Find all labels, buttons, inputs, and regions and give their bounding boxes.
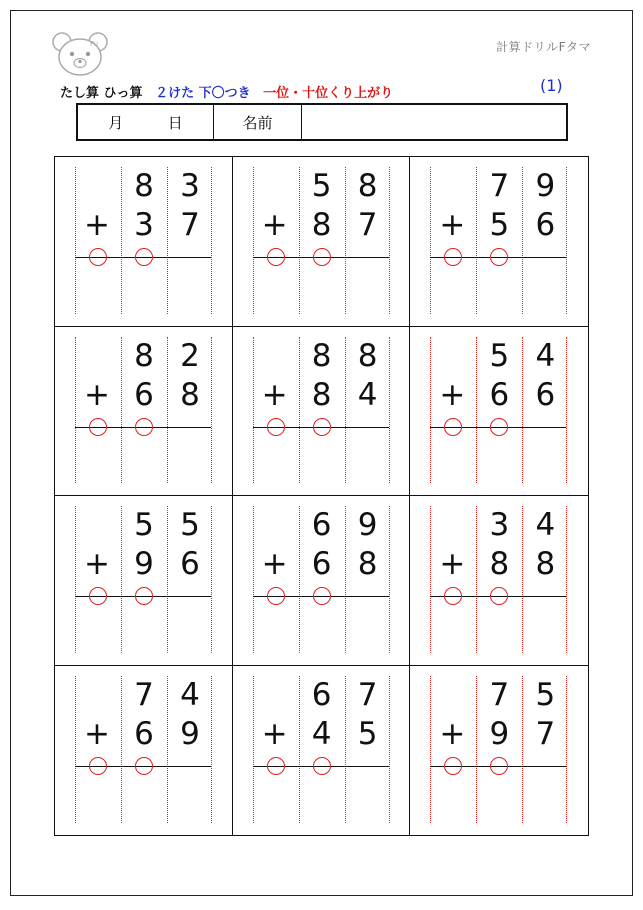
column-guide-line xyxy=(430,337,431,484)
column-guide-line xyxy=(75,676,76,824)
top-digit: 9 xyxy=(357,507,378,543)
bottom-digit: 9 xyxy=(180,715,200,752)
carry-circle[interactable] xyxy=(89,757,107,775)
carry-circle[interactable] xyxy=(89,587,107,605)
plus-sign: + xyxy=(439,546,466,582)
carry-circle[interactable] xyxy=(135,248,153,266)
bottom-digit: 7 xyxy=(357,207,378,243)
carry-circle[interactable] xyxy=(444,418,462,436)
plus-sign: + xyxy=(439,376,466,413)
brand-label: 計算ドリルFタマ xyxy=(496,40,591,54)
plus-sign: + xyxy=(439,207,466,243)
carry-circle[interactable] xyxy=(267,757,285,775)
carry-circle[interactable] xyxy=(490,418,508,436)
bottom-digit: 6 xyxy=(535,376,556,413)
date-field[interactable] xyxy=(78,105,214,139)
bottom-digit: 8 xyxy=(311,376,332,413)
bottom-digit: 7 xyxy=(535,715,556,752)
bottom-digit: 5 xyxy=(357,715,378,752)
column-guide-line xyxy=(253,506,254,653)
column-guide-line xyxy=(75,506,76,653)
carry-circle[interactable] xyxy=(444,248,462,266)
plus-sign: + xyxy=(261,207,288,243)
title-carry: 一位・十位くり上がり xyxy=(263,86,394,101)
problem-cell[interactable] xyxy=(410,496,588,666)
top-digit: 2 xyxy=(180,337,200,374)
carry-circle[interactable] xyxy=(135,757,153,775)
problem-cell[interactable] xyxy=(55,327,233,497)
top-digit: 8 xyxy=(134,168,154,204)
plus-sign: + xyxy=(84,546,110,582)
plus-sign: + xyxy=(84,207,110,243)
bottom-digit: 8 xyxy=(535,546,556,582)
top-digit: 4 xyxy=(535,337,556,374)
day-label: 日 xyxy=(167,113,183,132)
top-digit: 5 xyxy=(489,337,510,374)
top-digit: 7 xyxy=(357,676,378,713)
carry-circle[interactable] xyxy=(444,587,462,605)
problem-cell[interactable] xyxy=(233,666,411,836)
bottom-digit: 6 xyxy=(134,376,154,413)
top-digit: 5 xyxy=(180,507,200,543)
carry-circle[interactable] xyxy=(267,587,285,605)
top-digit: 8 xyxy=(357,337,378,374)
bottom-digit: 6 xyxy=(134,715,154,752)
bottom-digit: 6 xyxy=(311,546,332,582)
top-digit: 5 xyxy=(134,507,154,543)
top-digit: 6 xyxy=(311,676,332,713)
bottom-digit: 9 xyxy=(134,546,154,582)
carry-circle[interactable] xyxy=(444,757,462,775)
carry-circle[interactable] xyxy=(267,418,285,436)
top-digit: 8 xyxy=(134,337,154,374)
name-date-box xyxy=(76,103,568,141)
problem-cell[interactable] xyxy=(55,157,233,327)
bottom-digit: 8 xyxy=(357,546,378,582)
problem-cell[interactable] xyxy=(233,157,411,327)
bottom-digit: 8 xyxy=(311,207,332,243)
problem-cell[interactable] xyxy=(55,496,233,666)
top-digit: 8 xyxy=(357,168,378,204)
svg-text:Fu: Fu xyxy=(90,40,99,48)
top-digit: 6 xyxy=(311,507,332,543)
column-guide-line xyxy=(253,676,254,824)
carry-circle[interactable] xyxy=(135,587,153,605)
title-operation: たし算 ひっ算 xyxy=(60,86,143,101)
bottom-digit: 5 xyxy=(489,207,510,243)
name-field[interactable] xyxy=(302,105,566,139)
plus-sign: + xyxy=(84,715,110,752)
bear-logo-icon xyxy=(50,30,110,78)
problem-cell[interactable] xyxy=(410,157,588,327)
top-digit: 7 xyxy=(134,676,154,713)
top-digit: 8 xyxy=(311,337,332,374)
month-label: 月 xyxy=(108,113,124,132)
top-digit: 7 xyxy=(489,168,510,204)
bottom-digit: 8 xyxy=(489,546,510,582)
bottom-digit: 6 xyxy=(489,376,510,413)
column-guide-line xyxy=(430,506,431,653)
plus-sign: + xyxy=(261,376,288,413)
top-digit: 3 xyxy=(180,168,200,204)
worksheet-title xyxy=(60,82,393,101)
top-digit: 5 xyxy=(535,676,556,713)
name-label: 名前 xyxy=(214,105,302,139)
column-guide-line xyxy=(75,337,76,484)
plus-sign: + xyxy=(439,715,466,752)
bottom-digit: 8 xyxy=(180,376,200,413)
bottom-digit: 6 xyxy=(180,546,200,582)
column-guide-line xyxy=(253,167,254,314)
bottom-digit: 7 xyxy=(180,207,200,243)
bottom-digit: 9 xyxy=(489,715,510,752)
top-digit: 9 xyxy=(535,168,556,204)
plus-sign: + xyxy=(261,715,288,752)
top-digit: 5 xyxy=(311,168,332,204)
carry-circle[interactable] xyxy=(267,248,285,266)
carry-circle[interactable] xyxy=(89,248,107,266)
bottom-digit: 6 xyxy=(535,207,556,243)
carry-circle[interactable] xyxy=(313,418,331,436)
carry-circle[interactable] xyxy=(89,418,107,436)
carry-circle[interactable] xyxy=(313,757,331,775)
carry-circle[interactable] xyxy=(313,587,331,605)
column-guide-line xyxy=(430,676,431,824)
problem-cell[interactable] xyxy=(233,496,411,666)
carry-circle[interactable] xyxy=(490,757,508,775)
carry-circle[interactable] xyxy=(490,587,508,605)
problem-cell[interactable] xyxy=(55,666,233,836)
top-digit: 4 xyxy=(180,676,200,713)
title-digits: ２けた 下〇つき xyxy=(155,86,251,101)
bottom-digit: 4 xyxy=(357,376,378,413)
carry-circle[interactable] xyxy=(135,418,153,436)
bottom-digit: 4 xyxy=(311,715,332,752)
carry-circle[interactable] xyxy=(490,248,508,266)
problem-cell[interactable] xyxy=(233,327,411,497)
problem-cell[interactable] xyxy=(410,327,588,497)
plus-sign: + xyxy=(84,376,110,413)
column-guide-line xyxy=(253,337,254,484)
carry-circle[interactable] xyxy=(313,248,331,266)
top-digit: 3 xyxy=(489,507,510,543)
problem-grid xyxy=(54,156,589,836)
bottom-digit: 3 xyxy=(134,207,154,243)
problem-cell[interactable] xyxy=(410,666,588,836)
top-digit: 4 xyxy=(535,507,556,543)
page-number: (1) xyxy=(540,76,563,95)
plus-sign: + xyxy=(261,546,288,582)
top-digit: 7 xyxy=(489,676,510,713)
column-guide-line xyxy=(75,167,76,314)
column-guide-line xyxy=(430,167,431,314)
